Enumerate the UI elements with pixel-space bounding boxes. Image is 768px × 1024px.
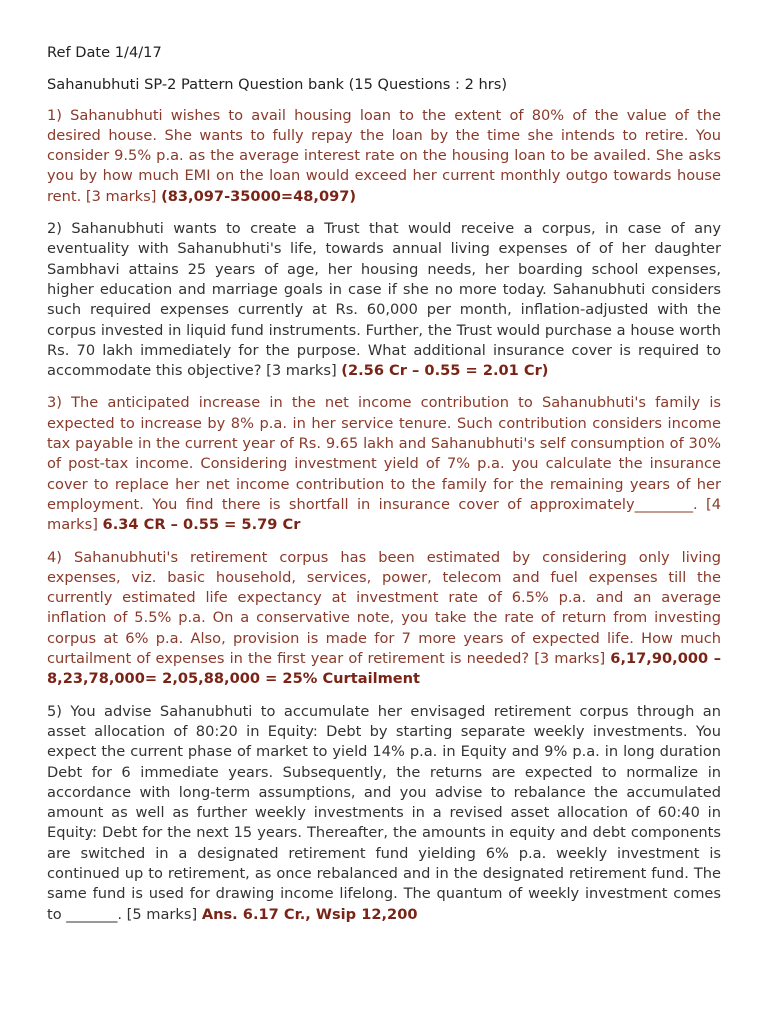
question-2-answer: (2.56 Cr – 0.55 = 2.01 Cr) [341,362,549,380]
question-1-text: 1) Sahanubhuti wishes to avail housing loan to the extent of 80% of the value of the desired house. She wants to fully repay the loan by the time she intends to retire. You consider 9.5% p.a. as the average interest rate on the housing loan to be availed. She asks you by how much EMI on the loan would exceed her current monthly outgo towards house rent. [3 marks] [47,106,721,205]
document-title: Sahanubhuti SP-2 Pattern Question bank (15 Questions : 2 hrs) [47,76,508,94]
question-4-text: 4) Sahanubhuti's retirement corpus has been estimated by considering only living expenses, viz. basic household, services, power, telecom and fuel expenses till the currently estimated life expectancy at investment rate of 6.5% p.a. and an average inflation of 5.5% p.a. On a conservative note, you take the rate of return from investing corpus at 6% p.a. Also, provision is made for 7 more years of expected life. How much curtailment of expenses in the first year of retirement is needed? [3 marks] [47,548,721,668]
question-3 [47,393,721,535]
question-1-answer: (83,097-35000=48,097) [161,187,357,205]
question-5-answer: Ans. 6.17 Cr., Wsip 12,200 [201,905,418,923]
question-5-text: 5) You advise Sahanubhuti to accumulate her envisaged retirement corpus through an asset allocation of 80:20 in Equity: Debt by starting separate weekly investments. You expect the current phase of market to yield 14% p.a. in Equity and 9% p.a. in long duration Debt for 6 immediate years. Subsequently, the returns are expected to normalize in accordance with long-term assumptions, and you advise to rebalance the accumulated amount as well as further weekly investments in a revised asset allocation of 60:40 in Equity: Debt for the next 15 years. Thereafter, the amounts in equity and debt components are switched in a designated retirement fund yielding 6% p.a. weekly investment is continued up to retirement, as once rebalanced and in the designated retirement fund. The same fund is used for drawing income lifelong. The quantum of weekly investment comes to _______. [5 marks] [47,702,721,923]
question-5 [47,702,721,925]
question-3-text: 3) The anticipated increase in the net income contribution to Sahanubhuti's family is expected to increase by 8% p.a. in her service tenure. Such contribution considers income tax payable in the current year of Rs. 9.65 lakh and Sahanubhuti's self consumption of 30% of post-tax income. Considering investment yield of 7% p.a. you calculate the insurance cover to replace her net income contribution to the family for the remaining years of her employment. You find there is shortfall in insurance cover of approximately________. [4 marks] [47,394,721,534]
question-3-answer: 6.34 CR – 0.55 = 5.79 Cr [102,516,301,534]
question-4-answer: 6,17,90,000 – 8,23,78,000= 2,05,88,000 = 25% Curtailment [47,650,722,688]
question-2 [47,219,721,381]
question-2-text: 2) Sahanubhuti wants to create a Trust that would receive a corpus, in case of any eventuality with Sahanubhuti's life, towards annual living expenses of of her daughter Sambhavi attains 25 years of age, her housing needs, her boarding school expenses, higher education and marriage goals in case if she no more today. Sahanubhuti considers such required expenses currently at Rs. 60,000 per month, inflation-adjusted with the corpus invested in liquid fund instruments. Further, the Trust would purchase a house worth Rs. 70 lakh immediately for the purpose. What additional insurance cover is required to accommodate this objective? [3 marks] [47,220,721,380]
ref-date: Ref Date 1/4/17 [47,44,162,61]
question-1 [47,106,721,207]
question-4 [47,548,721,690]
